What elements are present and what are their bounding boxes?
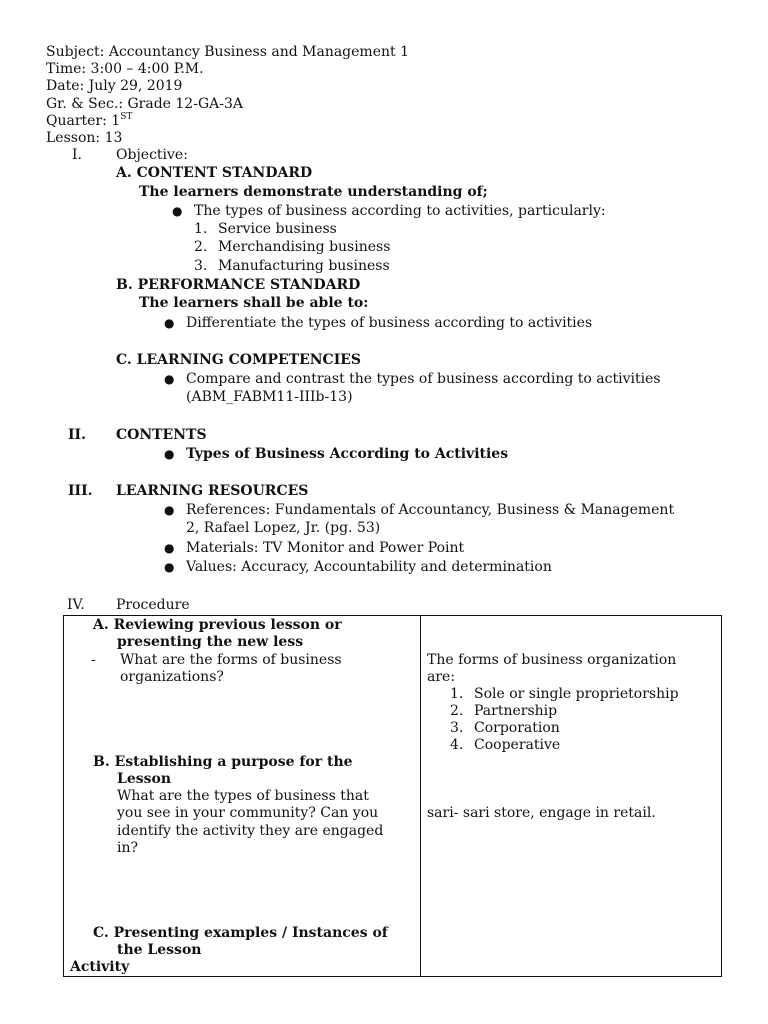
section-a-heading-2: presenting the new less (117, 634, 304, 650)
section-a-question-2: organizations? (120, 669, 224, 685)
list-item: Manufacturing business (218, 258, 390, 274)
section-b-question: in? (117, 840, 138, 856)
section-b-heading-2: Lesson (117, 771, 172, 787)
dash-marker: - (91, 652, 96, 668)
section-b-question: identify the activity they are engaged (117, 823, 384, 839)
list-item-number: 1. (450, 686, 464, 702)
subject-line: Subject: Accountancy Business and Management 1 (46, 44, 409, 60)
content-standard-lead: The learners demonstrate understanding of; (139, 184, 488, 200)
section-b-question: What are the types of business that (117, 788, 369, 804)
procedure-numeral: IV. (67, 597, 85, 613)
list-item: Cooperative (474, 737, 561, 753)
list-item-number: 4. (450, 737, 464, 753)
list-item: Corporation (474, 720, 560, 736)
contents-heading: CONTENTS (116, 427, 207, 443)
content-standard-heading: A. CONTENT STANDARD (116, 165, 313, 181)
grade-section-line: Gr. & Sec.: Grade 12-GA-3A (46, 96, 243, 112)
activity-label: Activity (70, 959, 130, 975)
quarter-line (46, 113, 132, 130)
bullet-icon: ● (164, 447, 175, 461)
list-item-number: 2. (194, 239, 208, 255)
learning-competencies-bullet: Compare and contrast the types of business according to activities (186, 371, 661, 387)
section-c-heading-2: the Lesson (117, 942, 202, 958)
bullet-icon: ● (164, 560, 175, 574)
date-line: Date: July 29, 2019 (46, 78, 183, 94)
section-b-heading: B. Establishing a purpose for the (93, 754, 353, 770)
procedure-label: Procedure (116, 597, 190, 613)
bullet-icon: ● (164, 372, 175, 386)
list-item-number: 3. (450, 720, 464, 736)
list-item: Service business (218, 221, 337, 237)
learning-competencies-heading: C. LEARNING COMPETENCIES (116, 352, 362, 368)
section-b-answer: sari- sari store, engage in retail. (427, 805, 656, 821)
contents-numeral: II. (68, 427, 86, 443)
performance-standard-bullet: Differentiate the types of business according to activities (186, 315, 593, 331)
list-item: Sole or single proprietorship (474, 686, 679, 702)
content-standard-bullet: The types of business according to activities, particularly: (194, 203, 606, 219)
objective-label: Objective: (116, 147, 188, 163)
values-line: Values: Accuracy, Accountability and determination (186, 559, 552, 575)
learning-competencies-code: (ABM_FABM11-IIIb-13) (186, 389, 353, 405)
section-c-heading: C. Presenting examples / Instances of (93, 925, 388, 941)
list-item-number: 3. (194, 258, 208, 274)
list-item: Merchandising business (218, 239, 391, 255)
performance-standard-lead: The learners shall be able to: (139, 295, 369, 311)
bullet-icon: ● (172, 204, 183, 218)
resources-heading: LEARNING RESOURCES (116, 483, 309, 499)
quarter-superscript: ST (120, 112, 133, 122)
list-item: Partnership (474, 703, 558, 719)
section-a-answer-intro-2: are: (427, 669, 456, 685)
resources-numeral: III. (68, 483, 93, 499)
bullet-icon: ● (164, 503, 175, 517)
section-a-heading: A. Reviewing previous lesson or (93, 617, 342, 633)
section-a-answer-intro: The forms of business organization (427, 652, 677, 668)
bullet-icon: ● (164, 541, 175, 555)
quarter-label: Quarter: 1 (46, 113, 121, 129)
objective-numeral: I. (72, 147, 82, 163)
list-item-number: 1. (194, 221, 208, 237)
time-line: Time: 3:00 – 4:00 P.M. (46, 61, 204, 77)
materials-line: Materials: TV Monitor and Power Point (186, 540, 465, 556)
procedure-right-cell (421, 616, 722, 977)
lesson-line: Lesson: 13 (46, 130, 123, 146)
section-a-question: What are the forms of business (120, 652, 342, 668)
list-item-number: 2. (450, 703, 464, 719)
references-line-2: 2, Rafael Lopez, Jr. (pg. 53) (186, 520, 381, 536)
section-b-question: you see in your community? Can you (117, 805, 379, 821)
references-line: References: Fundamentals of Accountancy, Business & Management (186, 502, 675, 518)
bullet-icon: ● (164, 316, 175, 330)
contents-bullet: Types of Business According to Activities (186, 446, 509, 462)
performance-standard-heading: B. PERFORMANCE STANDARD (116, 277, 361, 293)
procedure-table (63, 615, 722, 977)
procedure-left-cell (64, 616, 421, 977)
